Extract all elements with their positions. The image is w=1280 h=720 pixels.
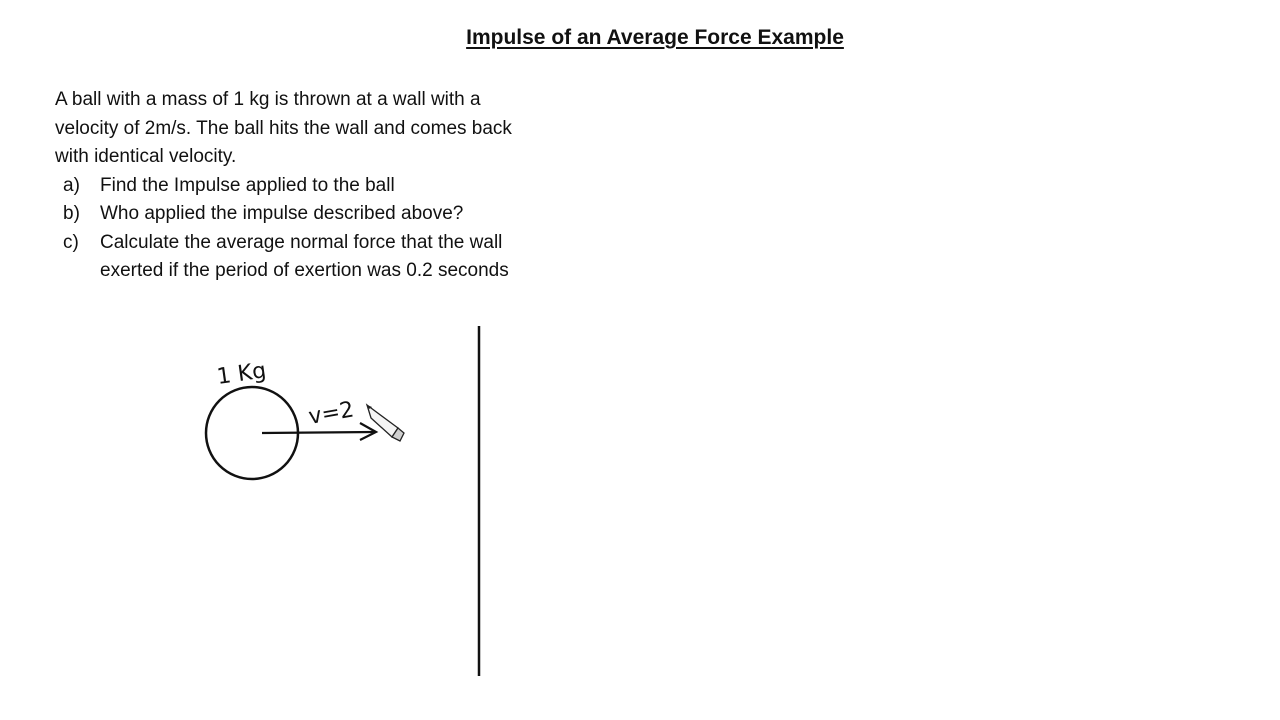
mass-label: 1 Kg — [215, 358, 268, 390]
question-b-label: b) — [63, 203, 80, 224]
question-c-label: c) — [63, 231, 79, 253]
question-c-text: Calculate the average normal force that the wall exerted if the period of exertion was 0.2 seconds — [100, 231, 509, 281]
slide-title: Impulse of an Average Force Example — [466, 26, 844, 49]
question-b-text: Who applied the impulse described above? — [100, 203, 464, 224]
problem-intro: A ball with a mass of 1 kg is thrown at a wall with a velocity of 2m/s. The ball hits the wall and comes back with identical velocity. — [55, 89, 512, 167]
pen-cursor-icon — [367, 405, 404, 441]
velocity-label: v=2 — [306, 397, 356, 430]
question-a-text: Find the Impulse applied to the ball — [100, 174, 395, 196]
velocity-arrow-shaft — [262, 432, 374, 433]
question-a-label: a) — [63, 174, 80, 196]
